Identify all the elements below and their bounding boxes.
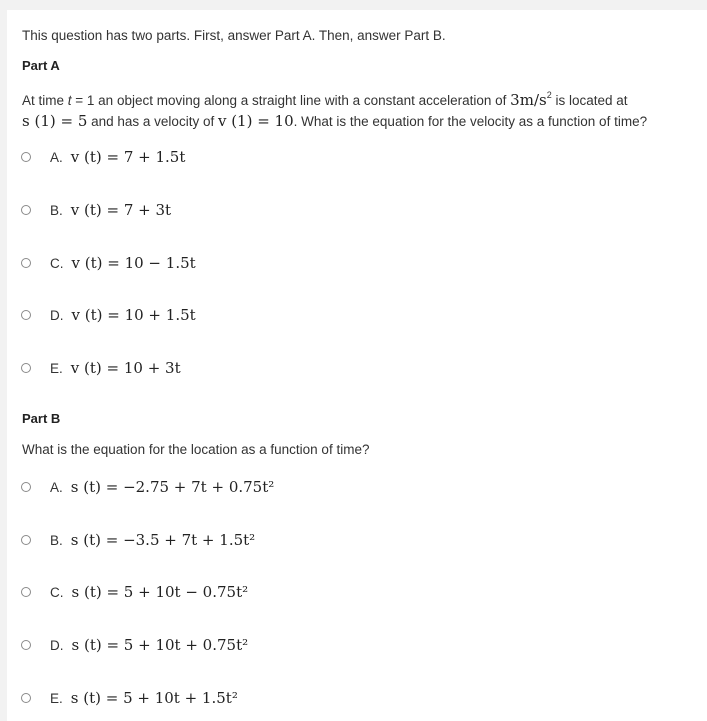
part-b-option-d[interactable]: D. s (t) = 5 + 10t + 0.75t² — [21, 634, 248, 656]
option-expression: v (t) = 10 + 3t — [70, 359, 181, 377]
option-expression: v (t) = 10 + 1.5t — [71, 306, 196, 324]
part-b-option-e[interactable]: E. s (t) = 5 + 10t + 1.5t² — [21, 687, 238, 709]
part-a-option-e[interactable]: E. v (t) = 10 + 3t — [21, 357, 181, 379]
option-expression: s (t) = −3.5 + 7t + 1.5t² — [70, 531, 256, 549]
part-b-heading: Part B — [22, 411, 61, 426]
part-a-option-d[interactable]: D. v (t) = 10 + 1.5t — [21, 304, 196, 326]
position-value: s (1) = 5 — [22, 112, 88, 130]
part-b-question: What is the equation for the location as a function of time? — [22, 442, 370, 457]
part-b-option-c[interactable]: C. s (t) = 5 + 10t − 0.75t² — [21, 581, 248, 603]
radio-button[interactable] — [21, 258, 31, 268]
question-card — [7, 10, 707, 721]
radio-button[interactable] — [21, 587, 31, 597]
acceleration-value: 3m/s — [510, 91, 547, 109]
radio-button[interactable] — [21, 363, 31, 373]
part-a-option-a[interactable]: A. v (t) = 7 + 1.5t — [21, 146, 185, 168]
option-expression: s (t) = 5 + 10t + 0.75t² — [71, 636, 249, 654]
option-expression: s (t) = 5 + 10t + 1.5t² — [70, 689, 238, 707]
radio-button[interactable] — [21, 310, 31, 320]
option-expression: v (t) = 10 − 1.5t — [71, 254, 196, 272]
part-b-option-a[interactable]: A. s (t) = −2.75 + 7t + 0.75t² — [21, 476, 274, 498]
option-expression: v (t) = 7 + 1.5t — [70, 148, 186, 166]
part-a-option-b[interactable]: B. v (t) = 7 + 3t — [21, 199, 171, 221]
part-b-option-b[interactable]: B. s (t) = −3.5 + 7t + 1.5t² — [21, 529, 255, 551]
velocity-value: v (1) = 10 — [217, 112, 294, 130]
part-a-question: At time t = 1 an object moving along a straight line with a constant acceleration of $3m/s^2$ is located at s (1) = 5 and has a velocity of v (1) = 10. What is the equation for the velocity as a function of time? — [22, 90, 648, 130]
radio-button[interactable] — [21, 152, 31, 162]
option-expression: s (t) = −2.75 + 7t + 0.75t² — [70, 478, 275, 496]
part-a-option-c[interactable]: C. v (t) = 10 − 1.5t — [21, 252, 196, 274]
radio-button[interactable] — [21, 640, 31, 650]
radio-button[interactable] — [21, 482, 31, 492]
part-a-heading: Part A — [22, 58, 60, 73]
radio-button[interactable] — [21, 205, 31, 215]
radio-button[interactable] — [21, 535, 31, 545]
radio-button[interactable] — [21, 693, 31, 703]
intro-text: This question has two parts. First, answer Part A. Then, answer Part B. — [22, 28, 446, 43]
option-expression: v (t) = 7 + 3t — [70, 201, 172, 219]
option-expression: s (t) = 5 + 10t − 0.75t² — [71, 583, 249, 601]
